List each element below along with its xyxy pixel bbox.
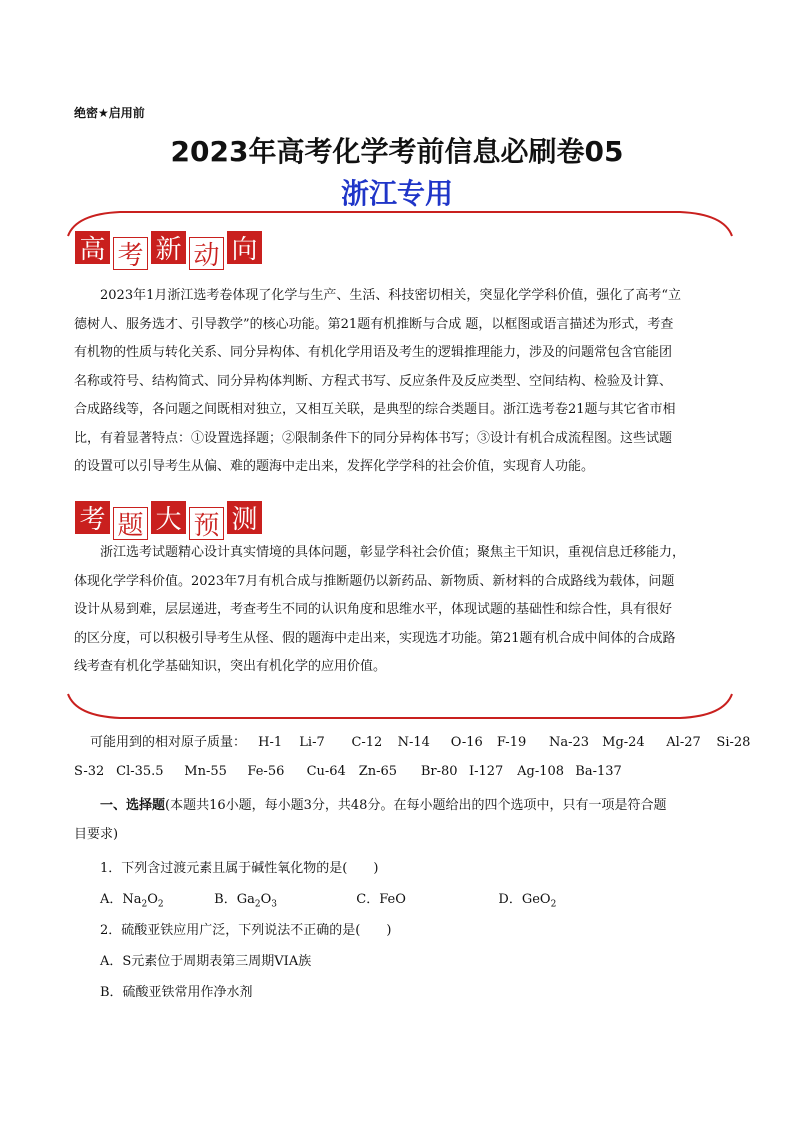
- section1-line: 德树人、服务选才、引导教学”的核心功能。第21题有机推断与合成 题，以框图或语言描述为形式，考查: [74, 316, 674, 332]
- atomic-masses-row1: [90, 733, 750, 753]
- mass-item: Fe-56: [247, 764, 285, 779]
- banner-predictions: [75, 501, 262, 540]
- masses-intro: 可能用到的相对原子质量：: [90, 735, 247, 750]
- mass-item: S-32: [74, 764, 105, 779]
- banner1-char-3: 新: [151, 231, 186, 264]
- section2-line: 的区分度，可以积极引导考生从怪、假的题海中走出来，实现选才功能。第21题有机合成中间体的合成路: [74, 630, 676, 646]
- banner2-char-3: 大: [151, 501, 186, 534]
- banner2-char-5: 测: [227, 501, 262, 534]
- section1-line: 2023年1月浙江选考卷体现了化学与生产、生活、科技密切相关，突显化学学科价值，强化了高考“立: [100, 288, 682, 303]
- q1-stem: 1．下列含过渡元素且属于碱性氧化物的是( ): [100, 861, 379, 876]
- banner-new-trends: [75, 231, 262, 270]
- banner2-char-2: 题: [113, 507, 148, 540]
- mass-item: Mg-24: [602, 735, 645, 750]
- q1-option-a: A．$Na_2O_2$: [100, 892, 164, 910]
- mass-item: Al-27: [666, 735, 701, 750]
- section1-line: 名称或符号、结构简式、同分异构体判断、方程式书写、反应条件及反应类型、空间结构、检验及计算、: [74, 373, 673, 389]
- mass-item: Si-28: [716, 735, 751, 750]
- q1-options: [100, 888, 556, 910]
- banner1-char-1: 高: [75, 231, 110, 264]
- q2-stem: 2．硫酸亚铁应用广泛，下列说法不正确的是( ): [100, 923, 392, 938]
- confidential-label: 绝密★启用前: [74, 106, 145, 120]
- q1-option-c: C．FeO: [356, 892, 406, 907]
- banner2-char-1: 考: [75, 501, 110, 534]
- section1-line: 比，有着显著特点：①设置选择题；②限制条件下的同分异构体书写；③设计有机合成流程图。这些试题: [74, 430, 673, 446]
- section1-line: 合成路线等，各问题之间既相对独立，又相互关联，是典型的综合类题目。浙江选考卷21题与其它省市相: [74, 402, 676, 417]
- mass-item: Na-23: [549, 735, 590, 750]
- section2-text: [74, 539, 720, 682]
- bottom-arc-divider: [60, 692, 740, 722]
- mass-item: I-127: [468, 764, 504, 779]
- part1-heading-rest: (本题共16小题，每小题3分，共48分。在每小题给出的四个选项中，只有一项是符合题: [165, 798, 667, 813]
- banner1-char-4: 动: [189, 237, 224, 270]
- mass-item: Cu-64: [306, 764, 346, 779]
- section2-line: 浙江选考试题精心设计真实情境的具体问题，彰显学科社会价值；聚焦主干知识，重视信息迁移能力，: [100, 545, 686, 560]
- section2-line: 线考查有机化学基础知识，突出有机化学的应用价值。: [74, 659, 387, 674]
- banner1-char-5: 向: [227, 231, 262, 264]
- page-title: 2023年高考化学考前信息必刷卷05: [170, 135, 624, 168]
- atomic-masses-row2: [74, 762, 734, 782]
- mass-item: N-14: [397, 735, 430, 750]
- section1-text: [74, 282, 720, 482]
- q1-option-d: D．GeO$_2$: [498, 892, 557, 910]
- part1-heading-bold: 一、选择题: [100, 798, 166, 813]
- mass-item: Cl-35.5: [116, 764, 164, 779]
- q2-option-b: B．硫酸亚铁常用作净水剂: [100, 985, 253, 1000]
- section2-line: 设计从易到难，层层递进，考查考生不同的认识角度和思维水平，体现试题的基础性和综合性，具有很好: [74, 602, 673, 617]
- mass-item: O-16: [450, 735, 483, 750]
- mass-item: Br-80: [420, 764, 458, 779]
- part1-heading: [100, 796, 760, 816]
- section2-line: 体现化学学科价值。2023年7月有机合成与推断题仍以新药品、新物质、新材料的合成路线为载体，问题: [74, 573, 675, 589]
- mass-item: Mn-55: [184, 764, 227, 779]
- part1-heading-cont: 目要求): [74, 827, 119, 842]
- mass-item: H-1: [258, 735, 283, 750]
- page-subtitle: 浙江专用: [340, 177, 453, 210]
- section1-line: 的设置可以引导考生从偏、难的题海中走出来，发挥化学学科的社会价值，实现育人功能。: [74, 459, 595, 474]
- q1-option-b: B．$Ga_2O_3$: [214, 892, 277, 910]
- banner1-char-2: 考: [113, 237, 148, 270]
- section1-line: 有机物的性质与转化关系、同分异构体、有机化学用语及考生的逻辑推理能力，涉及的问题常包含官能团: [74, 345, 673, 360]
- mass-item: Ba-137: [575, 764, 622, 779]
- mass-item: C-12: [351, 735, 383, 750]
- mass-item: Ag-108: [517, 764, 565, 779]
- mass-item: F-19: [496, 735, 527, 750]
- banner2-char-4: 预: [189, 507, 224, 540]
- mass-item: Zn-65: [358, 764, 398, 779]
- q2-option-a: A．S元素位于周期表第三周期VIA族: [100, 954, 312, 969]
- mass-item: Li-7: [299, 735, 325, 750]
